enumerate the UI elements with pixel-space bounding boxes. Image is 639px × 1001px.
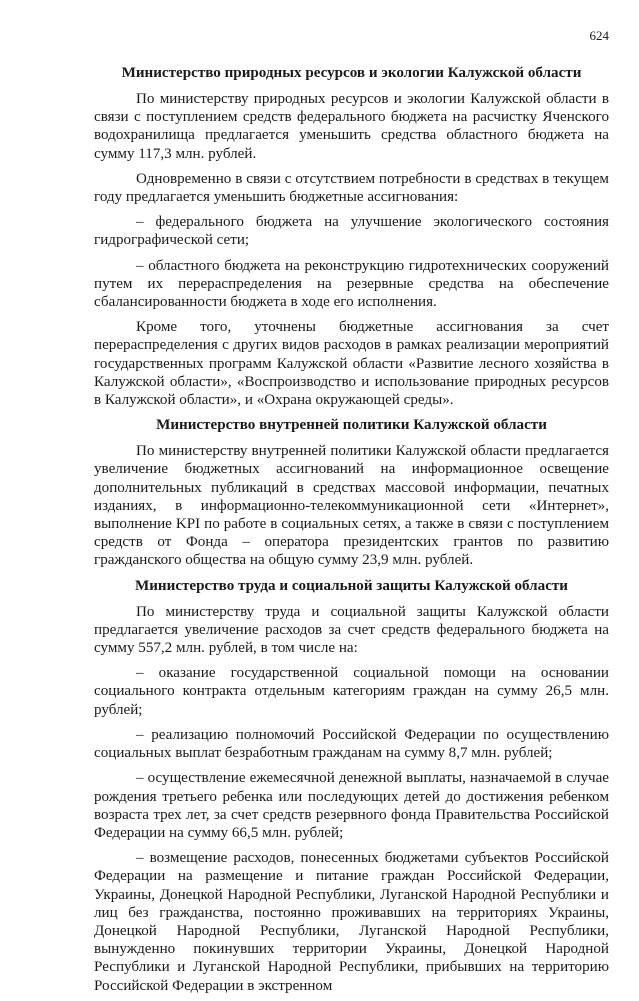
section-heading: Министерство труда и социальной защиты Калужской области [134, 577, 569, 594]
section-heading: Министерство природных ресурсов и экологии Калужской области [121, 65, 582, 81]
paragraph: – областного бюджета на реконструкцию гидротехнических сооружений путем их перераспределения на резервные средства на обеспечение сбалансированности бюджета в ходе его исполнения. [94, 257, 609, 311]
paragraph: – оказание государственной социальной помощи на основании социального контракта отдельным категориям граждан на сумму 26,5 млн. рублей; [94, 665, 609, 718]
paragraph: – федерального бюджета на улучшение экологического состояния гидрографической сети; [94, 214, 609, 249]
section-internal-policy-ministry [94, 416, 609, 569]
paragraph: – осуществление ежемесячной денежной выплаты, назначаемой в случае рождения третьего ребенка или последующих детей до достижения ребенком возраста трех лет, за счет средств резервного фонда Правительства Российской Федерации на сумму 66,5 млн. рублей; [94, 770, 609, 841]
paragraph: По министерству труда и социальной защиты Калужской области предлагается увеличение расходов за счет средств федерального бюджета на сумму 557,2 млн. рублей, в том числе на: [94, 603, 609, 657]
paragraph: Кроме того, уточнены бюджетные ассигнования за счет перераспределения с других видов расходов в рамках реализации мероприятий государственных программ Калужской области «Развитие лесного хозяйства в Калужской области», «Воспроизводство и использование природных ресурсов в Калужской области», и «Охрана окружающей среды». [94, 319, 609, 409]
paragraph: – возмещение расходов, понесенных бюджетами субъектов Российской Федерации на размещение и питание граждан Российской Федерации, Украины, Донецкой Народной Республики, Луганской Народной Республики и лиц без гражданства, постоянно проживавших на территориях Украины, Донецкой Народной Республики, Луганской Народной Республики, вынужденно покинувших территории Украины, Донецкой Народной Республики и Луганской Народной Республики, прибывших на территорию Российской Федерации в экстренном [94, 850, 609, 994]
paragraph: – реализацию полномочий Российской Федерации по осуществлению социальных выплат безработным гражданам на сумму 8,7 млн. рублей; [94, 726, 609, 762]
document-body [94, 64, 609, 1001]
paragraph: По министерству природных ресурсов и экологии Калужской области в связи с поступлением средств федерального бюджета на расчистку Яченского водохранилища предлагается уменьшить средства областного бюджета на сумму 117,3 млн. рублей. [94, 91, 609, 162]
section-heading: Министерство внутренней политики Калужской области [156, 417, 547, 434]
section-labor-ministry [94, 577, 609, 995]
paragraph: По министерству внутренней политики Калужской области предлагается увеличение бюджетных ассигнований на информационное освещение дополнительных публикаций в средствах массовой информации, печатных изданиях, в информационно-телекоммуникационной сети «Интернет», выполнение KPI по работе в социальных сетях, а также в связи с поступлением средств от Фонда – оператора президентских грантов по развитию гражданского общества на общую сумму 23,9 млн. рублей. [94, 443, 609, 569]
page-number: 624 [589, 28, 609, 43]
section-nature-ministry [94, 64, 609, 409]
paragraph: Одновременно в связи с отсутствием потребности в средствах в текущем году предлагается уменьшить бюджетные ассигнования: [94, 170, 609, 206]
